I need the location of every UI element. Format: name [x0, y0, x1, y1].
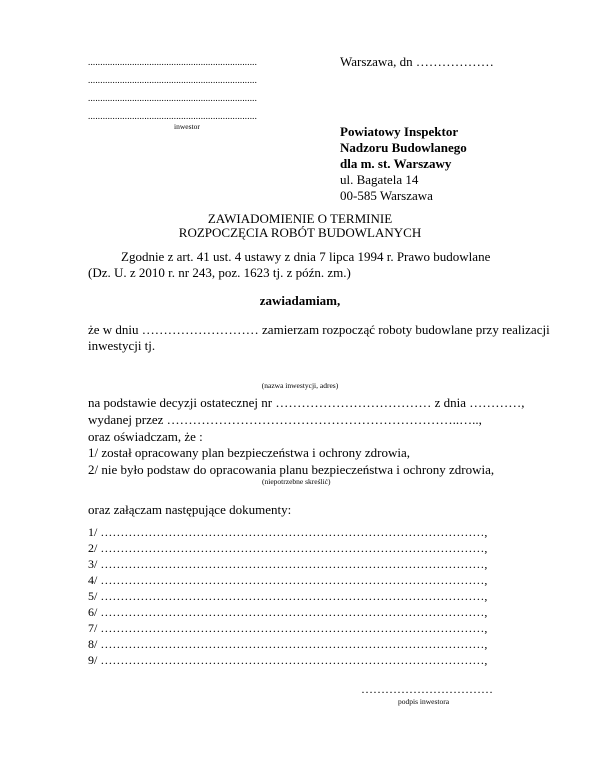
declaration-line: oraz oświadczam, że : — [88, 429, 203, 444]
document-line-2: 2/ ……………………………………………………………………………………, — [88, 541, 488, 555]
document-line-9: 9/ ……………………………………………………………………………………, — [88, 653, 488, 667]
intro-line-1: Zgodnie z art. 41 ust. 4 ustawy z dnia 7 lipca 1994 r. Prawo budowlane — [121, 249, 491, 264]
investor-line-3: ..................................................................... — [88, 93, 258, 103]
place-date: Warszawa, dn ……………… — [340, 54, 494, 69]
document-line-7: 7/ ……………………………………………………………………………………, — [88, 621, 488, 635]
document-line-8: 8/ ……………………………………………………………………………………, — [88, 637, 488, 651]
intro-line-2: (Dz. U. z 2010 r. nr 243, poz. 1623 tj. z późn. zm.) — [88, 265, 351, 280]
decision-line: na podstawie decyzji ostatecznej nr ……………………………… z dnia …………, — [88, 395, 525, 410]
notify-word: zawiadamiam, — [259, 293, 341, 308]
signature-label: podpis inwestora — [398, 697, 450, 706]
investment-hint: (nazwa inwestycji, adres) — [261, 381, 339, 390]
document-line-6: 6/ ……………………………………………………………………………………, — [88, 605, 488, 619]
investor-line-4: ..................................................................... — [88, 111, 258, 121]
addressee-city: 00-585 Warszawa — [340, 188, 433, 203]
investor-line-1: ..................................................................... — [88, 57, 258, 67]
option-1: 1/ został opracowany plan bezpieczeństwa i ochrony zdrowia, — [88, 445, 410, 460]
investor-line-2: ..................................................................... — [88, 75, 258, 85]
signature-line: …………………………… — [361, 682, 493, 696]
document-line-4: 4/ ……………………………………………………………………………………, — [88, 573, 488, 587]
document-line-3: 3/ ……………………………………………………………………………………, — [88, 557, 488, 571]
document-line-1: 1/ ……………………………………………………………………………………, — [88, 525, 488, 539]
addressee-line-2: Nadzoru Budowlanego — [340, 140, 467, 155]
strike-hint: (niepotrzebne skreślić) — [262, 477, 331, 486]
addressee-line-3: dla m. st. Warszawy — [340, 156, 452, 171]
document-title-line-1: ZAWIADOMIENIE O TERMINIE — [207, 211, 393, 226]
attachments-intro: oraz załączam następujące dokumenty: — [88, 502, 292, 517]
start-date-line: że w dniu ……………………… zamierzam rozpocząć roboty budowlane przy realizacji — [88, 322, 550, 337]
addressee-line-1: Powiatowy Inspektor — [340, 124, 459, 139]
option-2: 2/ nie było podstaw do opracowania planu bezpieczeństwa i ochrony zdrowia, — [88, 462, 495, 477]
investment-prefix: inwestycji tj. — [88, 338, 156, 353]
addressee-street: ul. Bagatela 14 — [340, 172, 419, 187]
issued-by-line: wydanej przez …………………………………………………………..….., — [88, 412, 482, 427]
investor-label: inwestor — [174, 122, 200, 131]
document-title-line-2: ROZPOCZĘCIA ROBÓT BUDOWLANYCH — [178, 225, 422, 240]
document-line-5: 5/ ……………………………………………………………………………………, — [88, 589, 488, 603]
